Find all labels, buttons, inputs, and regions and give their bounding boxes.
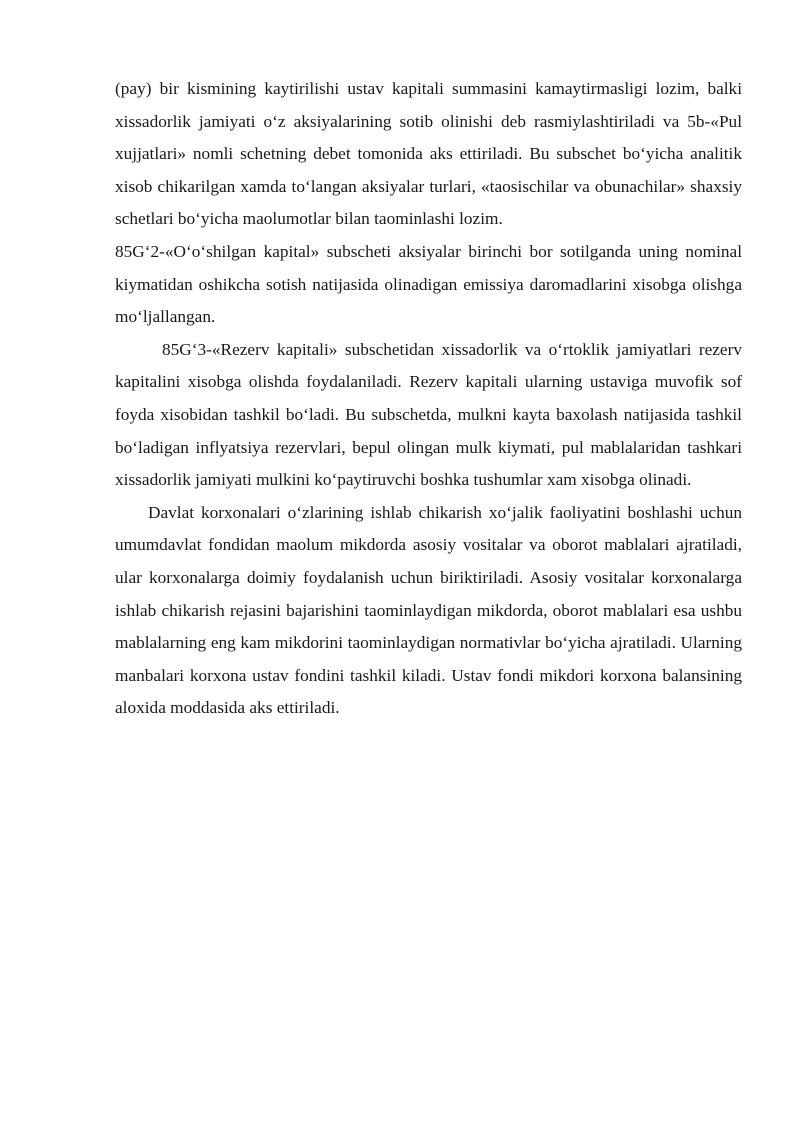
paragraph-davlat-korxonalari: Davlat korxonalari o‘zlarining ishlab chikarish xo‘jalik faoliyatini boshlashi uchun umumdavlat fondidan maolum mikdorda asosiy vositalar va oborot mablalari ajratiladi, ular korxonalarga doimiy foydalanish uchun biriktiriladi. Asosiy vositalar korxonalarga ishlab chikarish rejasini bajarishini taominlaydigan mikdorda, oborot mablalari esa ushbu mablalarning eng kam mikdorini taominlaydigan normativlar bo‘yicha ajratiladi. Ularning manbalari korxona ustav fondini tashkil kiladi. Ustav fondi mikdori korxona balansining aloxida moddasida aks ettiriladi. (115, 502, 742, 718)
body-text (115, 73, 742, 725)
paragraph-85g3: 85G‘3-«Rezerv kapitali» subschetidan xissadorlik va o‘rtoklik jamiyatlari rezerv kapitalini xisobga olishda foydalaniladi. Rezerv kapitali ularning ustaviga muvofik sof foyda xisobidan tashkil bo‘ladi. Bu subschetda, mulkni kayta baxolash natijasida tashkil bo‘ladigan inflyatsiya rezervlari, bepul olingan mulk kiymati, pul mablalaridan tashkari xissadorlik jamiyati mulkini ko‘paytiruvchi boshka tushumlar xam xisobga olinadi. (115, 339, 742, 490)
paragraph-pay-continuation: (pay) bir kismining kaytirilishi ustav kapitali summasini kamaytirmasligi lozim, balki xissadorlik jamiyati o‘z aksiyalarining sotib olinishi deb rasmiylashtiriladi va 5b-«Pul xujjatlari» nomli schetning debet tomonida aks ettiriladi. Bu subschet bo‘yicha analitik xisob chikarilgan xamda to‘langan aksiyalar turlari, «taosischilar va obunachilar» shaxsiy schetlari bo‘yicha maolumotlar bilan taominlashi lozim. (115, 79, 742, 229)
paragraph-85g2: 85G‘2-«O‘o‘shilgan kapital» subscheti aksiyalar birinchi bor sotilganda uning nominal kiymatidan oshikcha sotish natijasida olinadigan emissiya daromadlarini xisobga olishga mo‘ljallangan. (115, 241, 742, 327)
